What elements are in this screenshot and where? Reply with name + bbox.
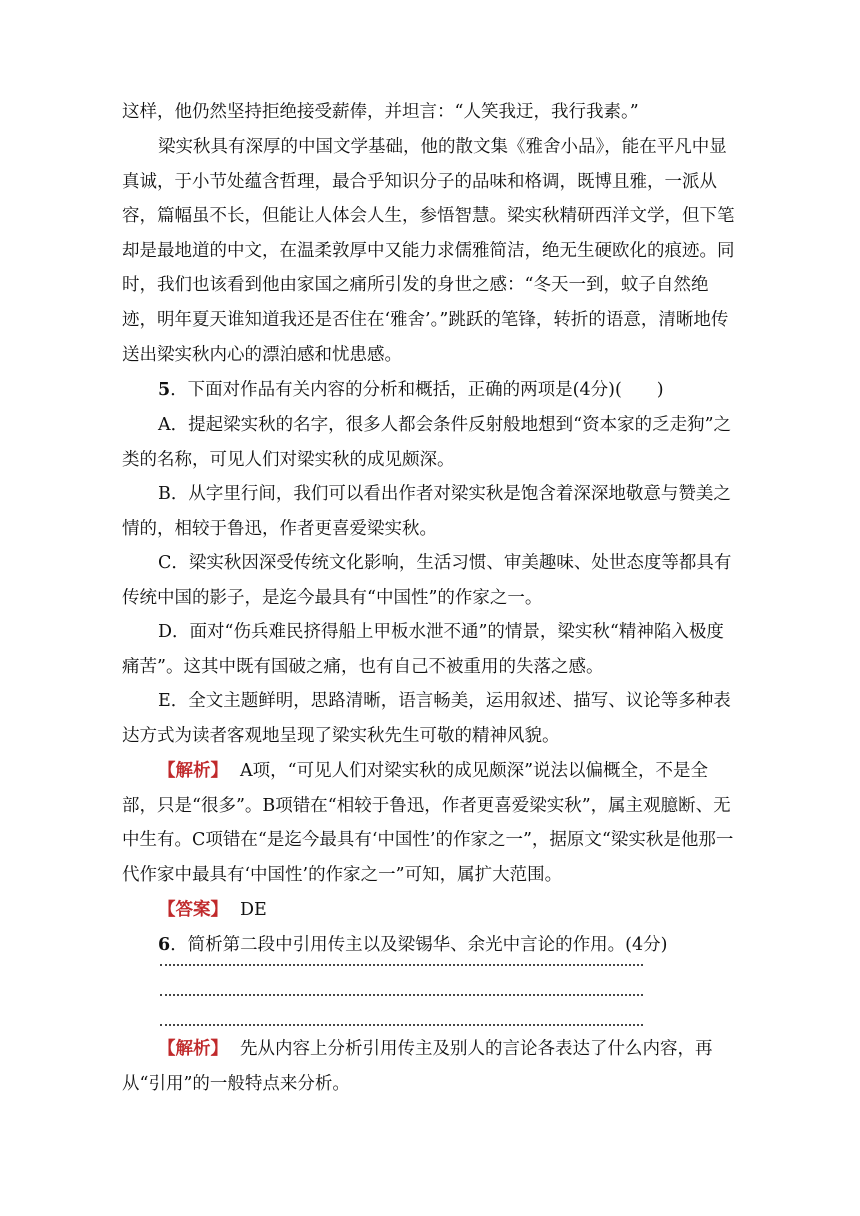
passage-line: 这样，他仍然坚持拒绝接受薪俸，并坦言：“人笑我迂，我行我素。” xyxy=(122,102,639,122)
analysis-label: 【解析】 xyxy=(158,1039,228,1059)
question-text: ．简析第二段中引用传主以及梁锡华、余光中言论的作用。(4分) xyxy=(170,935,668,955)
option-b: B．从字里行间，我们可以看出作者对梁实秋是饱含着深深地敬意与赞美之情的，相较于鲁迅，作者更喜爱梁实秋。 xyxy=(122,484,731,539)
option-c: C．梁实秋因深受传统文化影响，生活习惯、审美趣味、处世态度等都具有传统中国的影子，是迄今最具有“中国性”的作家之一。 xyxy=(122,553,732,608)
answer-block xyxy=(122,893,738,928)
question-5-stem xyxy=(122,373,738,408)
analysis-label: 【解析】 xyxy=(158,761,228,781)
analysis-block xyxy=(122,1032,738,1101)
answer-line xyxy=(160,994,643,996)
analysis-text: 先从内容上分析引用传主及别人的言论各表达了什么内容，再从“引用”的一般特点来分析。 xyxy=(122,1039,713,1094)
passage-paragraph: 梁实秋具有深厚的中国文学基础，他的散文集《雅舍小品》，能在平凡中显真诚，于小节处蕴含哲理，最合乎知识分子的品味和格调，既博且雅，一派从容，篇幅虽不长，但能让人体会人生，参悟智慧。梁实秋精研西洋文学，但下笔却是最地道的中文，在温柔敦厚中又能力求儒雅简洁，绝无生硬欧化的痕迹。同时，我们也该看到他由家国之痛所引发的身世之感：“冬天一到，蚊子自然绝迹，明年夏天谁知道我还是否住在‘雅舍’。”跳跃的笔锋，转折的语意，清晰地传送出梁实秋内心的漂泊感和忧患感。 xyxy=(122,137,735,365)
option-d: D．面对“伤兵难民挤得船上甲板水泄不通”的情景，梁实秋“精神陷入极度痛苦”。这其中既有国破之痛，也有自己不被重用的失落之感。 xyxy=(122,622,724,677)
answer-text: DE xyxy=(240,900,267,920)
question-6-stem xyxy=(122,928,738,963)
option-a: A．提起梁实秋的名字，很多人都会条件反射般地想到“资本家的乏走狗”之类的名称，可见人们对梁实秋的成见颇深。 xyxy=(122,415,732,470)
question-text: ．下面对作品有关内容的分析和概括，正确的两项是(4分)( ) xyxy=(170,380,664,400)
answer-label: 【答案】 xyxy=(158,900,228,920)
question-number: 6 xyxy=(158,935,171,955)
question-number: 5 xyxy=(158,380,171,400)
analysis-block xyxy=(122,754,738,892)
answer-line xyxy=(160,1024,643,1026)
answer-line xyxy=(160,964,643,966)
analysis-text: A项，“可见人们对梁实秋的成见颇深”说法以偏概全，不是全部，只是“很多”。B项错在“相较于鲁迅，作者更喜爱梁实秋”，属主观臆断、无中生有。C项错在“是迄今最具有‘中国性’的作家之一”，据原文“梁实秋是他那一代作家中最具有‘中国性’的作家之一”可知，属扩大范围。 xyxy=(122,761,734,885)
option-e: E．全文主题鲜明，思路清晰，语言畅美，运用叙述、描写、议论等多种表达方式为读者客观地呈现了梁实秋先生可敬的精神风貌。 xyxy=(122,691,731,746)
